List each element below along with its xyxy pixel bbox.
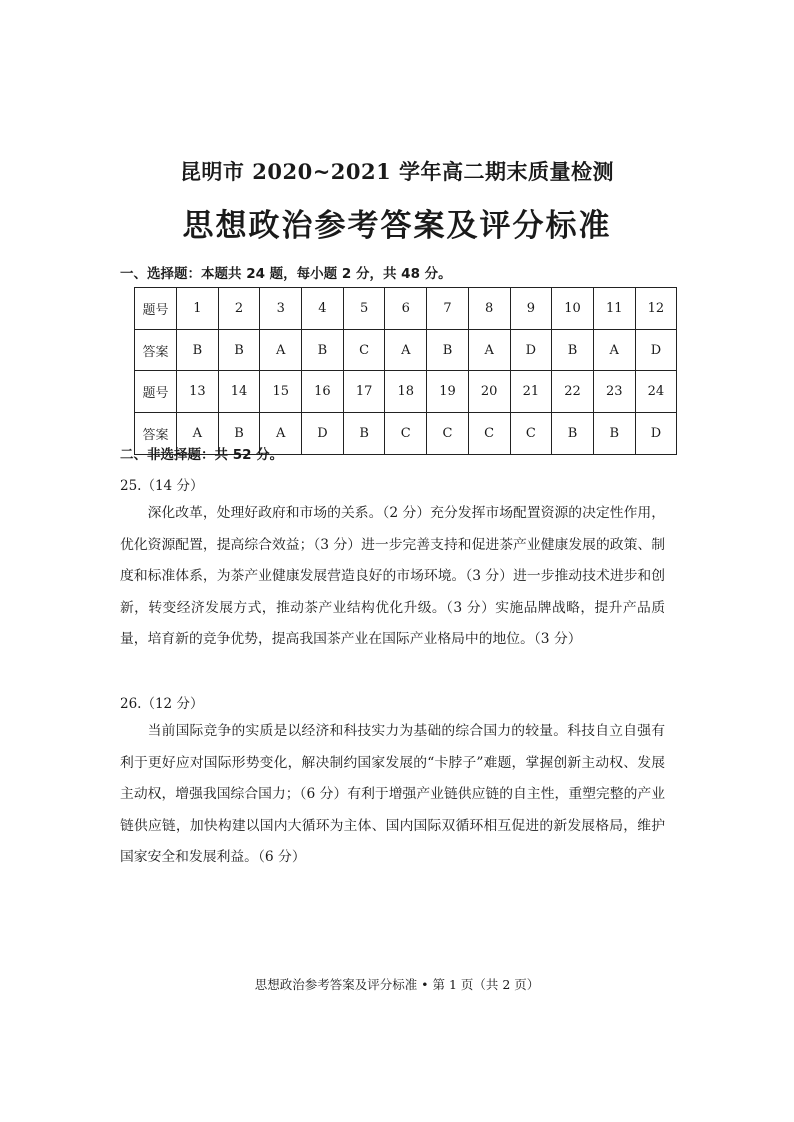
question-25-answer: 深化改革，处理好政府和市场的关系。（2 分）充分发挥市场配置资源的决定性作用，优化资源配置，提高综合效益；（3 分）进一步完善支持和促进茶产业健康发展的政策、制度和标准体系，为茶产业健康发展营造良好的市场环境。（3 分）进一步推动技术进步和创新，转变经济发展方式，推动茶产业结构优化升级。（3 分）实施品牌战略，提升产品质量，培育新的竞争优势，提高我国茶产业在国际产业格局中的地位。（3 分） bbox=[120, 505, 665, 647]
table-cell: 19 bbox=[427, 371, 469, 413]
table-cell: 5 bbox=[343, 288, 385, 330]
table-cell: 13 bbox=[177, 371, 219, 413]
table-cell: D bbox=[510, 329, 552, 371]
table-cell: 18 bbox=[385, 371, 427, 413]
table-cell: C bbox=[468, 413, 510, 455]
table-cell: A bbox=[593, 329, 635, 371]
table-cell: C bbox=[510, 413, 552, 455]
document-title: 思想政治参考答案及评分标准 bbox=[182, 208, 612, 244]
table-row bbox=[135, 329, 677, 371]
table-cell: D bbox=[635, 413, 677, 455]
question-26-heading: 26.（12 分） bbox=[120, 696, 204, 712]
table-cell: B bbox=[593, 413, 635, 455]
row-label: 题号 bbox=[135, 371, 177, 413]
exam-title: 昆明市 2020~2021 学年高二期末质量检测 bbox=[179, 159, 615, 184]
table-cell: 1 bbox=[177, 288, 219, 330]
page-footer: 思想政治参考答案及评分标准 • 第 1 页（共 2 页） bbox=[254, 977, 540, 992]
table-cell: 17 bbox=[343, 371, 385, 413]
table-cell: 7 bbox=[427, 288, 469, 330]
table-cell: C bbox=[385, 413, 427, 455]
table-cell: 12 bbox=[635, 288, 677, 330]
table-cell: A bbox=[177, 413, 219, 455]
table-cell: 20 bbox=[468, 371, 510, 413]
table-cell: 8 bbox=[468, 288, 510, 330]
table-cell: B bbox=[302, 329, 344, 371]
row-label: 答案 bbox=[135, 413, 177, 455]
table-cell: 6 bbox=[385, 288, 427, 330]
row-label: 答案 bbox=[135, 329, 177, 371]
table-cell: 2 bbox=[218, 288, 260, 330]
table-cell: B bbox=[343, 413, 385, 455]
table-cell: B bbox=[427, 329, 469, 371]
table-cell: 22 bbox=[552, 371, 594, 413]
row-label: 题号 bbox=[135, 288, 177, 330]
table-cell: 3 bbox=[260, 288, 302, 330]
question-25-heading: 25.（14 分） bbox=[120, 478, 204, 494]
table-cell: B bbox=[177, 329, 219, 371]
table-cell: 11 bbox=[593, 288, 635, 330]
table-cell: 14 bbox=[218, 371, 260, 413]
table-cell: D bbox=[302, 413, 344, 455]
table-cell: B bbox=[552, 329, 594, 371]
table-cell: 21 bbox=[510, 371, 552, 413]
table-cell: 24 bbox=[635, 371, 677, 413]
table-cell: A bbox=[260, 329, 302, 371]
question-26-answer: 当前国际竞争的实质是以经济和科技实力为基础的综合国力的较量。科技自立自强有利于更好应对国际形势变化，解决制约国家发展的“卡脖子”难题，掌握创新主动权、发展主动权，增强我国综合国力；（6 分）有利于增强产业链供应链的自主性，重塑完整的产业链供应链，加快构建以国内大循环为主体、国内国际双循环相互促进的新发展格局，维护国家安全和发展利益。（6 分） bbox=[120, 723, 665, 865]
table-cell: 4 bbox=[302, 288, 344, 330]
table-cell: B bbox=[552, 413, 594, 455]
section-2-heading: 二、非选择题：共 52 分。 bbox=[120, 447, 284, 463]
table-cell: 23 bbox=[593, 371, 635, 413]
section-1-heading: 一、选择题：本题共 24 题，每小题 2 分，共 48 分。 bbox=[120, 266, 452, 282]
table-cell: C bbox=[343, 329, 385, 371]
table-cell: C bbox=[427, 413, 469, 455]
table-row bbox=[135, 371, 677, 413]
table-cell: 9 bbox=[510, 288, 552, 330]
table-cell: D bbox=[635, 329, 677, 371]
table-cell: A bbox=[260, 413, 302, 455]
table-cell: B bbox=[218, 329, 260, 371]
answer-table bbox=[134, 287, 677, 455]
table-row bbox=[135, 288, 677, 330]
table-cell: 15 bbox=[260, 371, 302, 413]
table-cell: A bbox=[385, 329, 427, 371]
table-cell: B bbox=[218, 413, 260, 455]
table-cell: 16 bbox=[302, 371, 344, 413]
table-cell: 10 bbox=[552, 288, 594, 330]
table-cell: A bbox=[468, 329, 510, 371]
